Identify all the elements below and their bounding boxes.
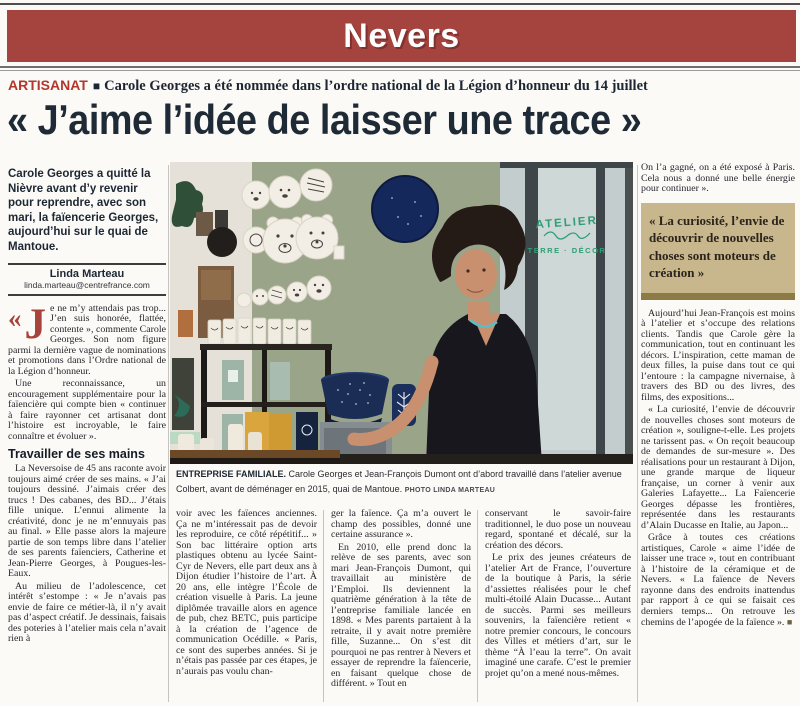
pull-quote-text: « La curiosité, l’envie de découvrir de nouvelles choses sont moteurs de création » bbox=[649, 212, 785, 280]
page-title: Nevers bbox=[343, 16, 460, 55]
kicker-label: ARTISANAT bbox=[8, 77, 88, 93]
end-mark: ■ bbox=[786, 617, 793, 627]
column-rule bbox=[168, 165, 169, 702]
article-paragraph: Aujourd’hui Jean-François est moins à l’atelier et s’occupe des relations clients. Tandis que Carole gère la communication, tout en continuant les décors. L’inspiration, cette maman de deux filles, la puise dans tout ce qui l’entoure : la campagne nivernaise, à travers des BD ou des livres, des films, des expositions... bbox=[641, 307, 795, 403]
column-rule bbox=[323, 510, 324, 702]
drop-cap: J bbox=[24, 300, 46, 348]
banner-rule bbox=[0, 66, 800, 71]
section-subhead: Travailler de ses mains bbox=[8, 447, 145, 462]
article-column-4 bbox=[485, 509, 631, 706]
kicker-text: Carole Georges a été nommée dans l’ordre national de la Légion d’honneur du 14 juillet bbox=[104, 78, 648, 94]
top-rule bbox=[0, 3, 800, 5]
kicker bbox=[8, 77, 648, 95]
article-paragraph bbox=[641, 533, 795, 629]
paragraph-text: Grâce à toutes ces créations artistiques, Carole « aime l’idée de laisser une trace », tout en contribuant à l’histoire de la céramique et de Nevers. « La faïence de Nevers rayonne dans des endroits inattendus par rapport à ce qui se faisait ces derniers temps... On retrouve les chemins de l’apogée de la faïence ». bbox=[641, 532, 795, 628]
photo-credit: PHOTO LINDA MARTEAU bbox=[404, 486, 496, 494]
sign-line2: TERRE · DÉCOR bbox=[527, 246, 607, 255]
photo-caption bbox=[176, 467, 632, 498]
caption-label: ENTREPRISE FAMILIALE. bbox=[176, 469, 287, 479]
navy-plate bbox=[372, 176, 438, 242]
article-paragraph: Le prix des jeunes créateurs de l’atelier Art de France, l’ouverture de la boutique à Paris, la série d’assiettes réalisées pour le chef multi-étoilé Alain Ducasse... Autant de succès. Parmi ses meilleurs souvenirs, la faïencière retient « notre premier concours, le concours des Villes et métiers d’art, sur le thème “À l’eau la terre”. On avait imaginé une carafe. C’est le premier projet qu’on a mené nous-mêmes. bbox=[485, 552, 631, 679]
lead-paragraph: Carole Georges a quitté la Nièvre avant d’y revenir pour reprendre, avec son mari, la faïencerie Georges, aujourd’hui sur le quai de Mantoue. bbox=[8, 168, 159, 253]
photo-illustration bbox=[170, 162, 633, 464]
article-paragraph: ger la faïence. Ça m’a ouvert le champ des possibles, donné une certaine assurance ». bbox=[331, 509, 471, 540]
byline-email: linda.marteau@centrefrance.com bbox=[24, 279, 150, 290]
opening-quote-mark: « bbox=[8, 302, 22, 333]
article-paragraph: « La curiosité, l’envie de découvrir de nouvelles choses sont moteurs de création », souligne-t-elle. Les projets ne tarissent pas. « On reçoit beaucoup de demandes de sur-mesure ». Des réalisations pour un restaurant à Dijon, une grande marque de liqueur française, un corner à venir aux Galeries Lafayette... La Faïencerie Georges dépasse les frontières, représentée dans les restaurants d’Alain Ducasse en Italie, au Japon... bbox=[641, 404, 795, 531]
column-rule bbox=[477, 510, 478, 702]
article-paragraph: conservant le savoir-faire traditionnel, le duo pose un nouveau regard, spontané et décalé, sur la création des décors. bbox=[485, 509, 631, 551]
photo bbox=[170, 162, 633, 464]
article-column-1 bbox=[8, 163, 166, 706]
pull-quote bbox=[641, 203, 795, 300]
masthead-banner bbox=[7, 10, 796, 62]
article-paragraph: voir avec les faïences anciennes. Ça ne m’intéressait pas de devoir les reproduire, ce côté répétitif... » Son bac littéraire option arts plastiques obtenu au lycée Saint-Cyr de Nevers, elle part deux ans à Dijon étudier l’histoire de l’art. À 20 ans, elle intègre l’École de création visuelle à Paris. La jeune diplômée travaille alors en agence de pub, chez BETC, puis participe à la création de l’agence de communication Océdille. « Paris, ce sont des superbes années. Si je n’étais pas passée par ces étapes, je n’aurais pas voulu chan- bbox=[176, 509, 317, 677]
counter-dark bbox=[340, 454, 633, 464]
article-column-3 bbox=[331, 509, 471, 706]
article-column-5 bbox=[641, 163, 795, 706]
paragraph-text: e ne m’y attendais pas trop... J’en suis honorée, flattée, contente », commente Carole Georges. Son nom figure parmi la dernière vague de nominations et promotions dans l’Ordre national de la Légion d’honneur. bbox=[8, 302, 166, 377]
headline: « J’aime l’idée de laisser une trace » bbox=[7, 96, 642, 143]
sign-line1: ATELIER bbox=[535, 214, 599, 232]
article-paragraph: La Neversoise de 45 ans raconte avoir toujours aimé créer de ses mains. « J’ai toujours dessiné. J’aimais créer des trucs ! Des cabanes, des BD... J’étais fille unique. L’ennui alimente la créativité, donc je ne m’ennuyais pas au final. » Elle passe alors la majeure partie de son temps libre dans l’atelier de ses parents faïenciers, Catherine et Jean-Pierre Georges, à Pougues-les-Eaux. bbox=[8, 463, 166, 580]
kicker-square-icon: ■ bbox=[92, 79, 101, 93]
article-column-2 bbox=[176, 509, 317, 706]
article-paragraph: On l’a gagné, on a été exposé à Paris. Cela nous a donné une belle énergie pour continuer ». bbox=[641, 163, 795, 194]
byline bbox=[8, 263, 166, 296]
caption-text: Carole Georges et Jean-François Dumont ont d’abord travaillé dans l’atelier avenue Colbert, avant de déménager en 2015, quai de Mantoue. bbox=[176, 469, 622, 494]
article-paragraph bbox=[8, 300, 166, 378]
article-paragraph: En 2010, elle prend donc la relève de ses parents, avec son mari Jean-François Dumont, qui travaillait au ministère de l’Emploi. Ils deviennent la quatrième génération à la tête de l’entreprise familiale lancée en 1898. « Mes parents partaient à la retraite, il y avait notre première fille, Suzanne... On s’est dit pourquoi ne pas rentrer à Nevers et essayer de reprendre la faïencerie, en faisant quelque chose de différent. » Tout en bbox=[331, 541, 471, 689]
column-rule bbox=[637, 165, 638, 702]
article-paragraph: Une reconnaissance, un encouragement supplémentaire pour la faïencière qui compte bien « continuer à faire rayonner cet artisanat dont l’histoire est incroyable, le faire connaître et évoluer ». bbox=[8, 378, 166, 442]
byline-name: Linda Marteau bbox=[49, 267, 125, 280]
article-paragraph: Au milieu de l’adolescence, cet intérêt s’estompe : « Je n’avais pas envie de faire ce métier-là, il n’y avait pas d’aspect créatif. Je dessinais, faisais des poteries à l’atelier mais cela n’avait rien à bbox=[8, 580, 166, 645]
